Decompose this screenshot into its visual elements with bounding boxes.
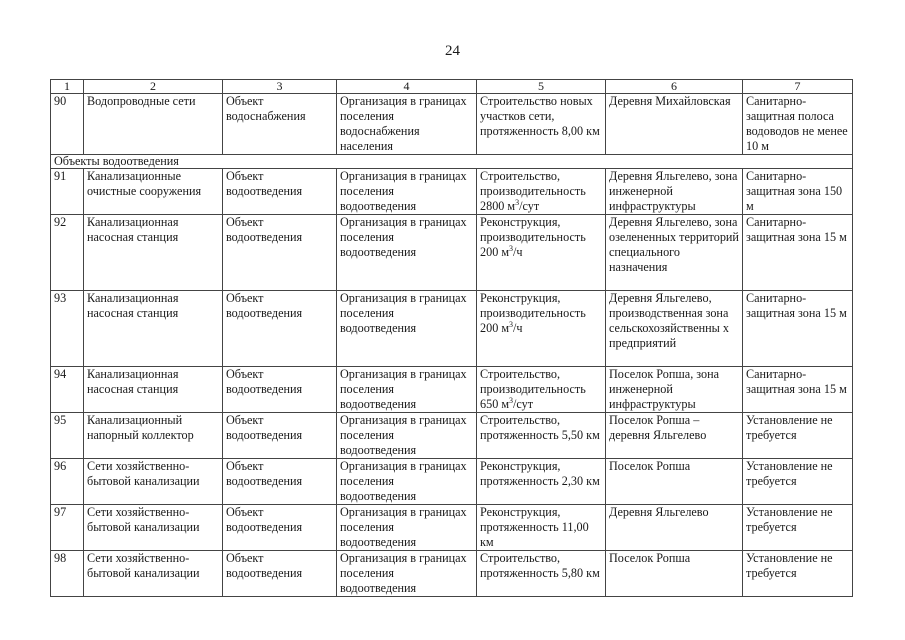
cell-zone: Установление не требуется [743, 551, 853, 597]
cell-action: Реконструкция, протяженность 11,00 км [477, 505, 606, 551]
cell-type: Объект водоотведения [223, 215, 337, 291]
cell-action [477, 367, 606, 413]
cell-zone: Санитарно-защитная полоса водоводов не менее 10 м [743, 94, 853, 155]
cell-purpose: Организация в границах поселения водоотведения [337, 551, 477, 597]
cell-type: Объект водоотведения [223, 169, 337, 215]
cell-purpose: Организация в границах поселения водоотведения [337, 215, 477, 291]
cell-action [477, 169, 606, 215]
action-unit: /сут [513, 397, 534, 411]
cell-purpose: Организация в границах поселения водоотведения [337, 367, 477, 413]
table-row [51, 367, 853, 413]
cell-zone: Санитарно-защитная зона 150 м [743, 169, 853, 215]
cell-name: Канализационные очистные сооружения [84, 169, 223, 215]
action-text: Реконструкция, производительность 200 м [480, 291, 586, 335]
page-number: 24 [445, 43, 460, 59]
cell-purpose: Организация в границах поселения водоотведения [337, 459, 477, 505]
cell-action [477, 291, 606, 367]
table-row [51, 169, 853, 215]
cell-number: 91 [51, 169, 84, 215]
cell-location: Деревня Яльгелево, зона инженерной инфраструктуры [606, 169, 743, 215]
cell-type: Объект водоотведения [223, 413, 337, 459]
cell-action: Строительство, протяженность 5,80 км [477, 551, 606, 597]
column-number: 7 [743, 80, 853, 94]
table-row [51, 551, 853, 597]
cell-number: 92 [51, 215, 84, 291]
cell-name: Канализационный напорный коллектор [84, 413, 223, 459]
section-row [51, 155, 853, 169]
table-row [51, 505, 853, 551]
cell-number: 95 [51, 413, 84, 459]
cell-number: 90 [51, 94, 84, 155]
cell-purpose: Организация в границах поселения водоотведения [337, 169, 477, 215]
cell-type: Объект водоснабжения [223, 94, 337, 155]
cell-number: 98 [51, 551, 84, 597]
cell-name: Сети хозяйственно-бытовой канализации [84, 505, 223, 551]
cell-action [477, 215, 606, 291]
column-number: 6 [606, 80, 743, 94]
action-text: Строительство, производительность 650 м [480, 367, 586, 411]
action-unit: /ч [513, 321, 523, 335]
cell-name: Канализационная насосная станция [84, 367, 223, 413]
cell-zone: Санитарно-защитная зона 15 м [743, 215, 853, 291]
table-row [51, 291, 853, 367]
cell-name: Сети хозяйственно-бытовой канализации [84, 551, 223, 597]
cell-name: Канализационная насосная станция [84, 291, 223, 367]
column-number: 4 [337, 80, 477, 94]
cell-number: 93 [51, 291, 84, 367]
cell-location: Деревня Яльгелево [606, 505, 743, 551]
cell-type: Объект водоотведения [223, 291, 337, 367]
cell-purpose: Организация в границах поселения водоотведения [337, 291, 477, 367]
cell-location: Деревня Яльгелево, производственная зона сельскохозяйственны х предприятий [606, 291, 743, 367]
cell-name: Канализационная насосная станция [84, 215, 223, 291]
column-number: 5 [477, 80, 606, 94]
table-row [51, 94, 853, 155]
cell-location: Поселок Ропша, зона инженерной инфраструктуры [606, 367, 743, 413]
unit-exponent: 3 [509, 395, 514, 405]
cell-location: Поселок Ропша – деревня Яльгелево [606, 413, 743, 459]
unit-exponent: 3 [509, 319, 514, 329]
cell-location: Деревня Михайловская [606, 94, 743, 155]
cell-action: Строительство новых участков сети, протяженность 8,00 км [477, 94, 606, 155]
unit-exponent: 3 [509, 243, 514, 253]
cell-number: 96 [51, 459, 84, 505]
cell-name: Водопроводные сети [84, 94, 223, 155]
table-row [51, 459, 853, 505]
cell-action: Строительство, протяженность 5,50 км [477, 413, 606, 459]
cell-zone: Санитарно-защитная зона 15 м [743, 367, 853, 413]
column-number: 2 [84, 80, 223, 94]
action-text: Строительство, производительность 2800 м [480, 169, 586, 213]
action-unit: /ч [513, 245, 523, 259]
cell-purpose: Организация в границах поселения водоотведения [337, 413, 477, 459]
action-unit: /сут [519, 199, 540, 213]
cell-name: Сети хозяйственно-бытовой канализации [84, 459, 223, 505]
column-number: 3 [223, 80, 337, 94]
cell-type: Объект водоотведения [223, 459, 337, 505]
cell-zone: Установление не требуется [743, 505, 853, 551]
cell-number: 97 [51, 505, 84, 551]
cell-type: Объект водоотведения [223, 505, 337, 551]
cell-purpose: Организация в границах поселения водоотведения [337, 505, 477, 551]
cell-location: Поселок Ропша [606, 459, 743, 505]
cell-number: 94 [51, 367, 84, 413]
cell-location: Деревня Яльгелево, зона озелененных территорий специального назначения [606, 215, 743, 291]
cell-zone: Установление не требуется [743, 459, 853, 505]
cell-type: Объект водоотведения [223, 551, 337, 597]
table-row [51, 215, 853, 291]
table-row [51, 413, 853, 459]
section-title: Объекты водоотведения [51, 155, 853, 169]
column-number: 1 [51, 80, 84, 94]
column-number-row [51, 80, 853, 94]
action-text: Реконструкция, производительность 200 м [480, 215, 586, 259]
cell-type: Объект водоотведения [223, 367, 337, 413]
cell-action: Реконструкция, протяженность 2,30 км [477, 459, 606, 505]
cell-zone: Санитарно-защитная зона 15 м [743, 291, 853, 367]
cell-zone: Установление не требуется [743, 413, 853, 459]
cell-purpose: Организация в границах поселения водоснабжения населения [337, 94, 477, 155]
planning-table [50, 79, 853, 597]
unit-exponent: 3 [515, 197, 520, 207]
cell-location: Поселок Ропша [606, 551, 743, 597]
